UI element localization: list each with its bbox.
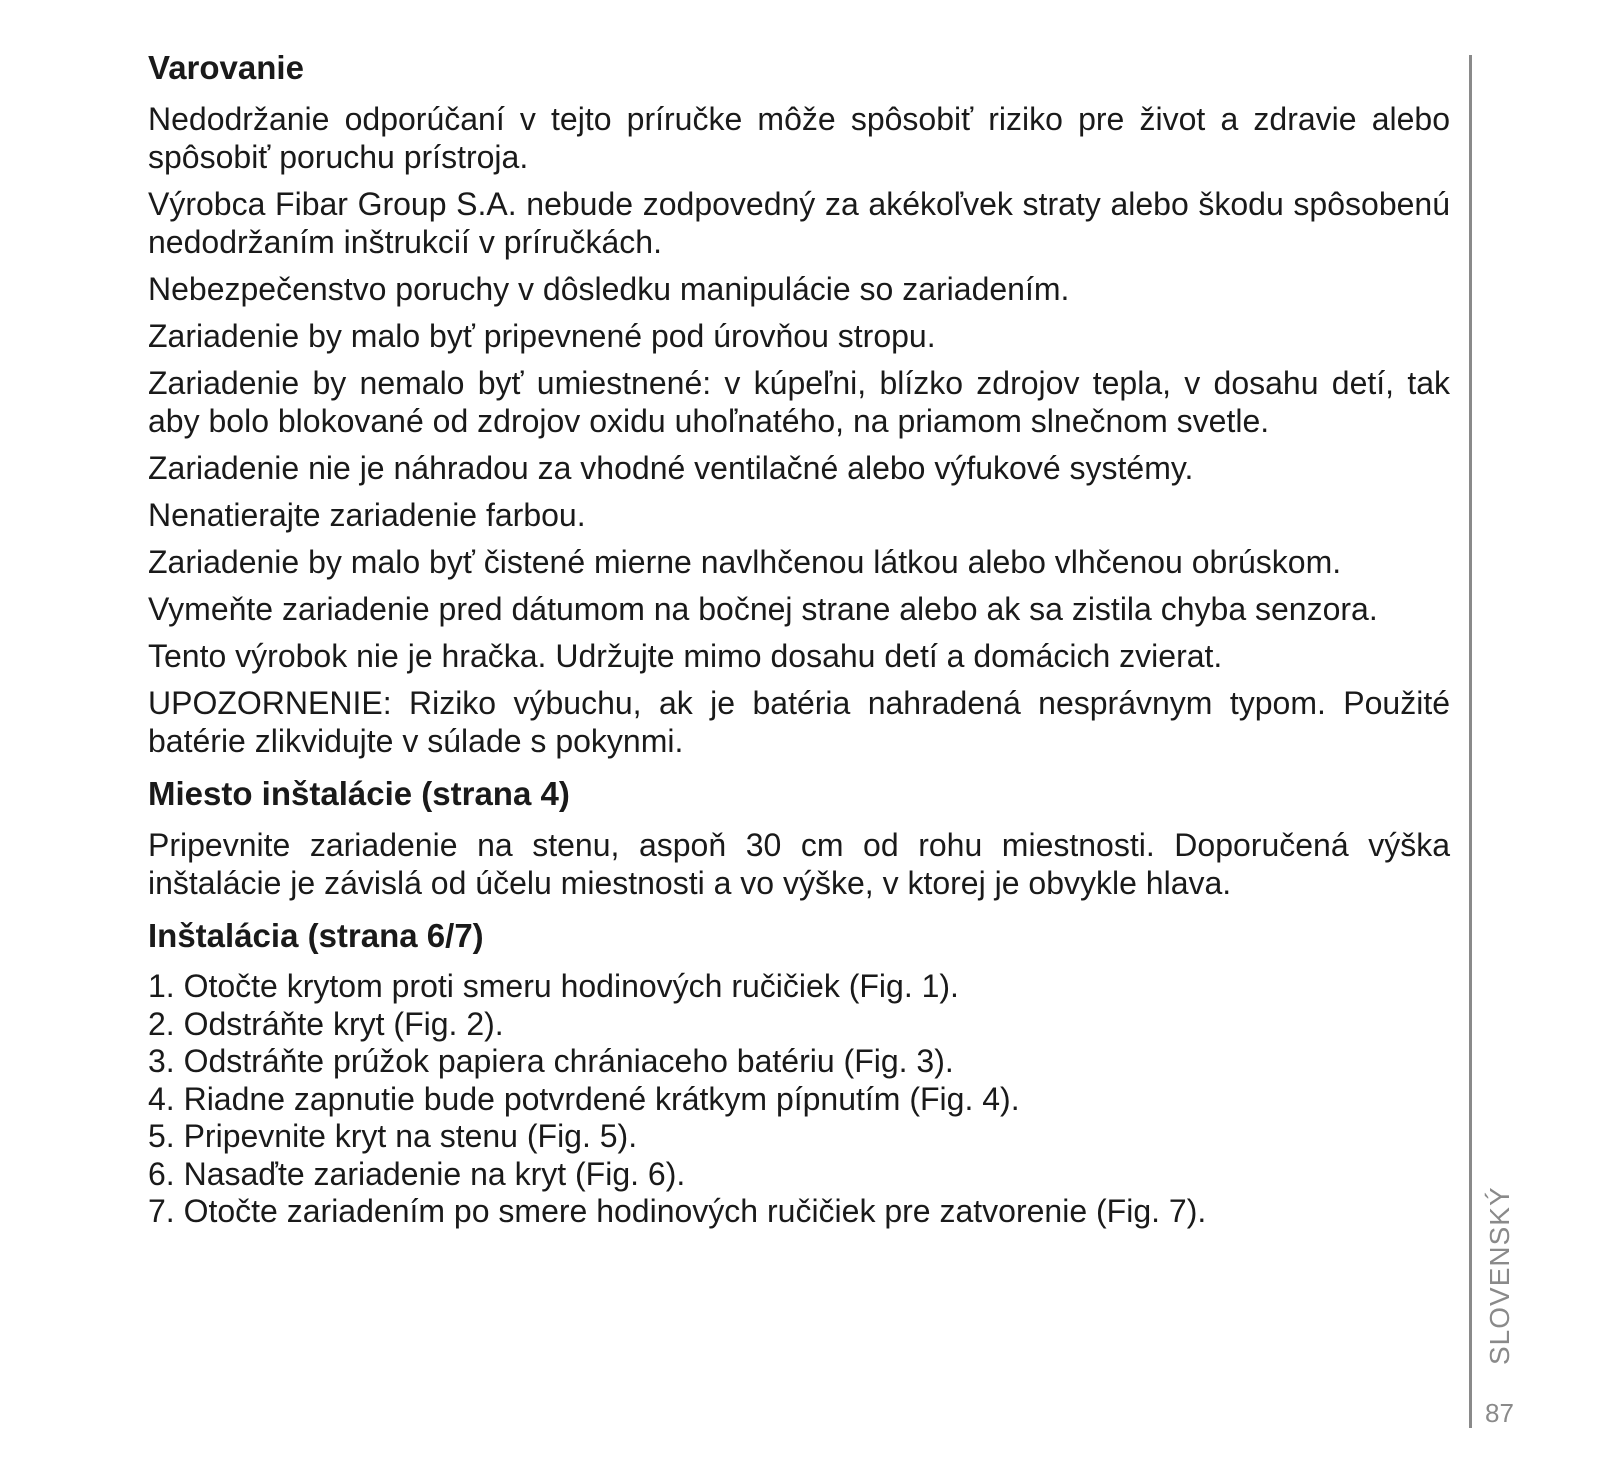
warning-paragraph: Zariadenie by nemalo byť umiestnené: v kúpeľni, blízko zdrojov tepla, v dosahu detí, tak aby bolo blokované od zdrojov oxidu uhoľnatého, na priamom slnečnom svetle. — [148, 365, 1450, 439]
installation-step: 1. Otočte krytom proti smeru hodinových ručičiek (Fig. 1). — [148, 968, 959, 1004]
location-heading: Miesto inštalácie (strana 4) — [148, 775, 570, 812]
installation-step: 7. Otočte zariadením po smere hodinových ručičiek pre zatvorenie (Fig. 7). — [148, 1193, 1207, 1229]
warning-paragraph: UPOZORNENIE: Riziko výbuchu, ak je batéria nahradená nesprávnym typom. Použité batérie zlikvidujte v súlade s pokynmi. — [148, 685, 1450, 759]
warning-paragraph: Nedodržanie odporúčaní v tejto príručke môže spôsobiť riziko pre život a zdravie alebo spôsobiť poruchu prístroja. — [148, 101, 1450, 175]
installation-heading: Inštalácia (strana 6/7) — [148, 917, 484, 954]
warning-paragraph: Nebezpečenstvo poruchy v dôsledku manipulácie so zariadením. — [148, 271, 1070, 307]
warning-paragraph: Nenatierajte zariadenie farbou. — [148, 497, 586, 533]
installation-step: 5. Pripevnite kryt na stenu (Fig. 5). — [148, 1118, 638, 1154]
language-label: SLOVENSKÝ — [1484, 1186, 1515, 1365]
sidebar-divider — [1469, 55, 1472, 1428]
installation-step: 4. Riadne zapnutie bude potvrdené krátkym pípnutím (Fig. 4). — [148, 1080, 1020, 1117]
warning-heading: Varovanie — [148, 49, 304, 86]
warning-paragraph: Vymeňte zariadenie pred dátumom na bočnej strane alebo ak sa zistila chyba senzora. — [148, 591, 1378, 627]
installation-steps — [148, 968, 1450, 1231]
warning-paragraph: Zariadenie nie je náhradou za vhodné ventilačné alebo výfukové systémy. — [148, 450, 1194, 486]
installation-step: 6. Nasaďte zariadenie na kryt (Fig. 6). — [148, 1155, 686, 1192]
installation-step: 3. Odstráňte prúžok papiera chrániaceho batériu (Fig. 3). — [148, 1043, 954, 1079]
warning-paragraph: Výrobca Fibar Group S.A. nebude zodpovedný za akékoľvek straty alebo škodu spôsobenú nedodržaním inštrukcií v príručkách. — [148, 186, 1450, 260]
page-content — [148, 48, 1450, 1231]
location-paragraph: Pripevnite zariadenie na stenu, aspoň 30 cm od rohu miestnosti. Doporučená výška inštalácie je závislá od účelu miestnosti a vo výške, v ktorej je obvykle hlava. — [148, 827, 1450, 901]
installation-step: 2. Odstráňte kryt (Fig. 2). — [148, 1005, 504, 1042]
page-number: 87 — [1485, 1398, 1514, 1428]
warning-paragraph: Zariadenie by malo byť čistené mierne navlhčenou látkou alebo vlhčenou obrúskom. — [148, 544, 1342, 580]
warning-paragraph: Zariadenie by malo byť pripevnené pod úrovňou stropu. — [148, 318, 936, 354]
warning-paragraph: Tento výrobok nie je hračka. Udržujte mimo dosahu detí a domácich zvierat. — [148, 638, 1223, 674]
